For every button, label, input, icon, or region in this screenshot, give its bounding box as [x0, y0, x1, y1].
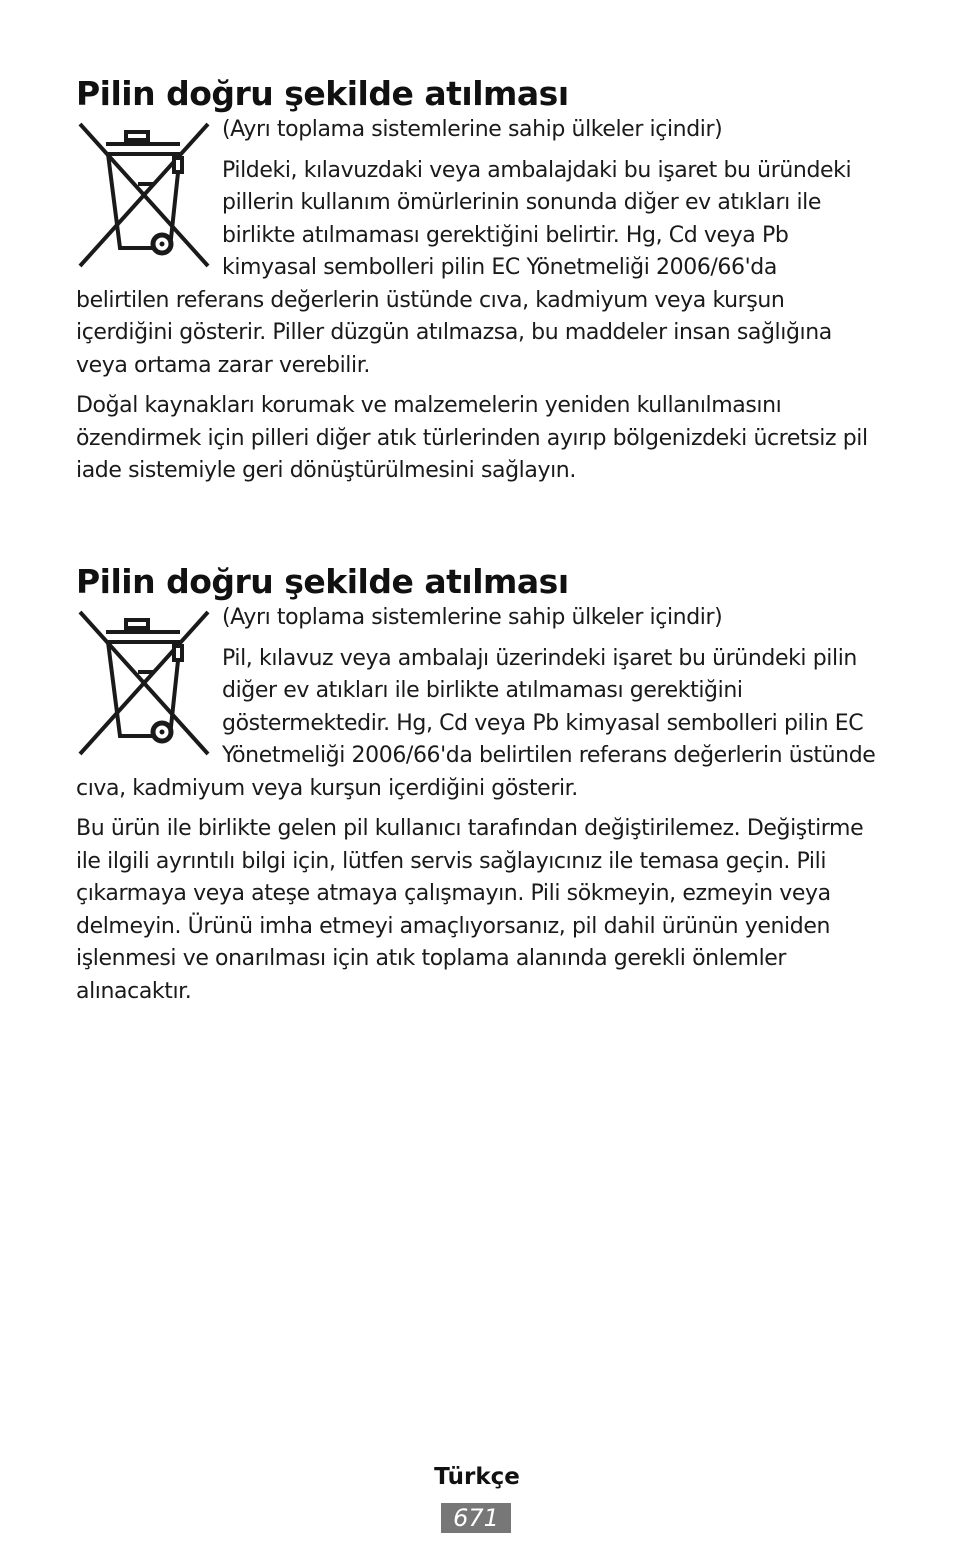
crossed-out-wheelie-bin-icon — [76, 608, 212, 758]
battery-disposal-section-1 — [76, 74, 876, 496]
section-title: Pilin doğru şekilde atılması — [76, 74, 569, 113]
section-note: (Ayrı toplama sistemlerine sahip ülkeler içindir) — [222, 117, 723, 142]
section-paragraph: Bu ürün ile birlikte gelen pil kullanıcı tarafından değiştirilemez. Değiştirme ile ilgili ayrıntılı bilgi için, lütfen servis sağlayıcınız ile temasa geçin. Pili çıkarmaya veya ateşe atmaya çalışmayın. Pili sökmeyin, ezmeyin veya delmeyin. Ürünü imha etmeyi amaçlıyorsanız, pil dahil ürünün yeniden işlenmesi ve onarılması için atık toplama alanında gerekli önlemler alınacaktır. — [76, 816, 864, 1004]
section-paragraph: Doğal kaynakları korumak ve malzemelerin yeniden kullanılmasını özendirmek için pilleri diğer atık türlerinden ayırıp bölgenizdeki ücretsiz pil iade sistemiyle geri dönüştürülmesini sağlayın. — [76, 393, 868, 483]
page-number: 671 — [441, 1503, 511, 1533]
section-note: (Ayrı toplama sistemlerine sahip ülkeler içindir) — [222, 605, 723, 630]
crossed-out-wheelie-bin-icon — [76, 120, 212, 270]
section-title: Pilin doğru şekilde atılması — [76, 562, 569, 601]
section-paragraph: Pildeki, kılavuzdaki veya ambalajdaki bu işaret bu üründeki pillerin kullanım ömürlerinin sonunda diğer ev atıkları ile birlikte atılmaması gerektiğini belirtir. Hg, Cd veya Pb kimyasal sembolleri pilin EC Yönetmeliği 2006/66'da belirtilen referans değerlerin üstünde cıva, kadmiyum veya kurşun içerdiğini gösterir. Piller düzgün atılmazsa, bu maddeler insan sağlığına veya ortama zarar verebilir. — [76, 157, 852, 378]
footer-language: Türkçe — [434, 1464, 520, 1490]
section-paragraph: Pil, kılavuz veya ambalajı üzerindeki işaret bu üründeki pilin diğer ev atıkları ile birlikte atılmaması gerektiğini göstermektedir. Hg, Cd veya Pb kimyasal sembolleri pilin EC Yönetmeliği 2006/66'da belirtilen referans değerlerin üstünde cıva, kadmiyum veya kurşun içerdiğini gösterir. — [76, 645, 876, 801]
battery-disposal-section-2 — [76, 562, 876, 1016]
